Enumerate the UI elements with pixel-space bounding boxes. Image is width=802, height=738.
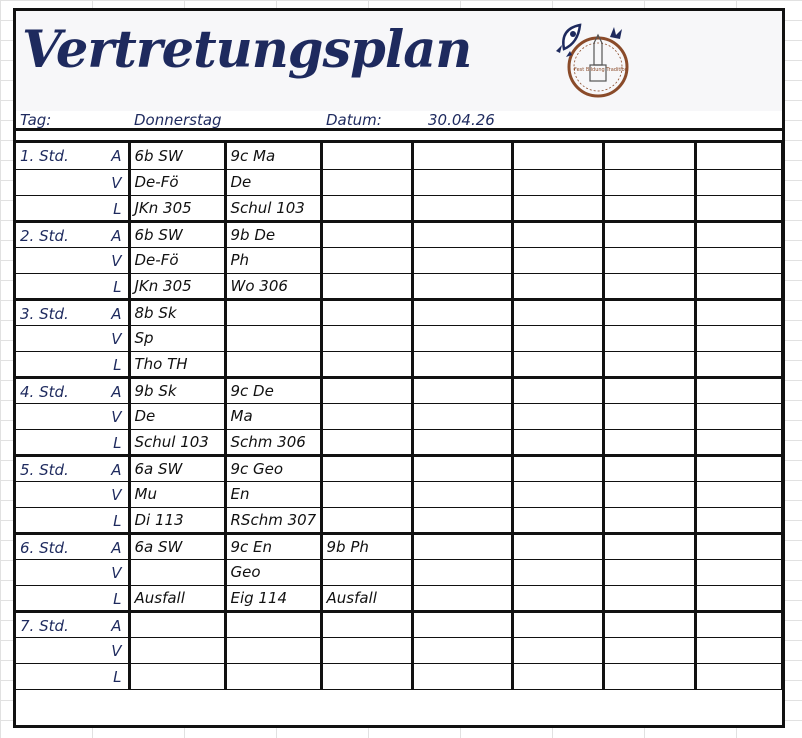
schedule-cell[interactable]: 6b SW xyxy=(129,221,225,247)
entry-type: L xyxy=(113,355,122,374)
schedule-cell[interactable]: Di 113 xyxy=(129,507,225,533)
schedule-cell[interactable] xyxy=(512,351,603,377)
period-label-cell[interactable] xyxy=(16,429,129,455)
schedule-cell[interactable]: Ma xyxy=(225,403,321,429)
schedule-cell[interactable] xyxy=(129,637,225,663)
entry-type: V xyxy=(111,563,122,582)
schedule-cell[interactable] xyxy=(321,221,412,247)
entry-type: L xyxy=(113,277,122,296)
schedule-cell[interactable] xyxy=(695,325,782,351)
schedule-cell[interactable] xyxy=(603,273,695,299)
schedule-cell[interactable]: Schm 306 xyxy=(225,429,321,455)
period-label-cell[interactable] xyxy=(16,455,129,481)
schedule-cell[interactable] xyxy=(412,169,512,195)
period-label-cell[interactable] xyxy=(16,299,129,325)
schedule-cell[interactable]: Wo 306 xyxy=(225,273,321,299)
schedule-cell[interactable] xyxy=(412,429,512,455)
schedule-cell[interactable] xyxy=(412,377,512,403)
period-number: 5. Std. xyxy=(20,460,69,479)
schedule-cell[interactable] xyxy=(321,273,412,299)
period-label-cell[interactable] xyxy=(16,481,129,507)
period-label-cell[interactable] xyxy=(16,637,129,663)
period-label-cell[interactable] xyxy=(16,585,129,611)
schedule-cell[interactable] xyxy=(321,663,412,689)
schedule-row xyxy=(16,325,782,351)
schedule-cell[interactable] xyxy=(412,533,512,559)
schedule-cell[interactable] xyxy=(321,351,412,377)
schedule-cell[interactable]: 8b Sk xyxy=(129,299,225,325)
schedule-cell[interactable] xyxy=(129,559,225,585)
schedule-cell[interactable] xyxy=(695,429,782,455)
schedule-row xyxy=(16,377,782,403)
period-label-cell[interactable] xyxy=(16,143,129,169)
schedule-cell[interactable] xyxy=(512,507,603,533)
schedule-cell[interactable] xyxy=(512,559,603,585)
schedule-cell[interactable] xyxy=(695,273,782,299)
period-label-cell[interactable] xyxy=(16,169,129,195)
schedule-cell[interactable]: De xyxy=(225,169,321,195)
entry-type: V xyxy=(111,485,122,504)
schedule-cell[interactable] xyxy=(412,273,512,299)
schedule-cell[interactable] xyxy=(225,299,321,325)
schedule-cell[interactable] xyxy=(512,585,603,611)
period-number: 3. Std. xyxy=(20,304,69,323)
schedule-row xyxy=(16,559,782,585)
schedule-cell[interactable] xyxy=(412,481,512,507)
schedule-cell[interactable]: 9c Geo xyxy=(225,455,321,481)
period-label-cell[interactable] xyxy=(16,663,129,689)
schedule-row xyxy=(16,533,782,559)
schedule-cell[interactable] xyxy=(225,637,321,663)
schedule-cell[interactable]: 9c De xyxy=(225,377,321,403)
period-label-cell[interactable] xyxy=(16,325,129,351)
schedule-cell[interactable] xyxy=(512,481,603,507)
day-value[interactable]: Donnerstag xyxy=(134,111,222,129)
schedule-row xyxy=(16,481,782,507)
schedule-cell[interactable] xyxy=(603,221,695,247)
period-number: 6. Std. xyxy=(20,538,69,557)
schedule-row xyxy=(16,507,782,533)
entry-type: L xyxy=(113,589,122,608)
period-number: 2. Std. xyxy=(20,226,69,245)
schedule-cell[interactable] xyxy=(512,325,603,351)
schedule-cell[interactable] xyxy=(603,377,695,403)
schedule-row xyxy=(16,663,782,689)
period-number: 7. Std. xyxy=(20,616,69,635)
schedule-cell[interactable] xyxy=(695,507,782,533)
schedule-cell[interactable] xyxy=(603,143,695,169)
schedule-cell[interactable]: 9c Ma xyxy=(225,143,321,169)
schedule-cell[interactable] xyxy=(412,559,512,585)
schedule-cell[interactable] xyxy=(512,377,603,403)
schedule-cell[interactable] xyxy=(603,637,695,663)
schedule-cell[interactable] xyxy=(603,403,695,429)
entry-type: L xyxy=(113,433,122,452)
substitution-plan-sheet xyxy=(13,8,785,728)
schedule-cell[interactable] xyxy=(412,221,512,247)
schedule-cell[interactable] xyxy=(695,221,782,247)
schedule-cell[interactable] xyxy=(695,455,782,481)
period-label-cell[interactable] xyxy=(16,273,129,299)
entry-type: A xyxy=(111,616,122,635)
schedule-cell[interactable] xyxy=(412,663,512,689)
schedule-cell[interactable] xyxy=(695,663,782,689)
schedule-cell[interactable] xyxy=(321,455,412,481)
schedule-cell[interactable] xyxy=(321,403,412,429)
schedule-cell[interactable]: Eig 114 xyxy=(225,585,321,611)
schedule-cell[interactable] xyxy=(412,247,512,273)
schedule-cell[interactable] xyxy=(321,325,412,351)
schedule-cell[interactable]: 9b Sk xyxy=(129,377,225,403)
period-label-cell[interactable] xyxy=(16,221,129,247)
entry-type: V xyxy=(111,329,122,348)
schedule-cell[interactable] xyxy=(603,195,695,221)
schedule-cell[interactable] xyxy=(225,611,321,637)
schedule-cell[interactable] xyxy=(512,533,603,559)
schedule-cell[interactable] xyxy=(695,611,782,637)
schedule-row xyxy=(16,403,782,429)
entry-type: A xyxy=(111,226,122,245)
schedule-cell[interactable] xyxy=(412,585,512,611)
schedule-cell[interactable] xyxy=(129,611,225,637)
schedule-cell[interactable] xyxy=(512,195,603,221)
entry-type: A xyxy=(111,304,122,323)
schedule-cell[interactable] xyxy=(412,325,512,351)
schedule-cell[interactable] xyxy=(603,507,695,533)
entry-type: V xyxy=(111,641,122,660)
date-label: Datum: xyxy=(326,111,382,129)
entry-type: V xyxy=(111,251,122,270)
schedule-cell[interactable] xyxy=(695,585,782,611)
schedule-cell[interactable] xyxy=(412,403,512,429)
schedule-cell[interactable] xyxy=(321,299,412,325)
schedule-cell[interactable] xyxy=(695,559,782,585)
entry-type: A xyxy=(111,538,122,557)
schedule-cell[interactable]: 9c En xyxy=(225,533,321,559)
schedule-cell[interactable]: Ausfall xyxy=(321,585,412,611)
schedule-row xyxy=(16,143,782,169)
entry-type: L xyxy=(113,667,122,686)
schedule-cell[interactable] xyxy=(603,247,695,273)
schedule-cell[interactable] xyxy=(695,481,782,507)
schedule-cell[interactable] xyxy=(412,195,512,221)
schedule-row xyxy=(16,637,782,663)
schedule-cell[interactable] xyxy=(695,403,782,429)
entry-type: V xyxy=(111,173,122,192)
schedule-cell[interactable] xyxy=(225,325,321,351)
schedule-cell[interactable] xyxy=(512,169,603,195)
page-title: Vertretungsplan xyxy=(22,20,472,80)
schedule-cell[interactable]: 6a SW xyxy=(129,455,225,481)
schedule-cell[interactable] xyxy=(412,143,512,169)
plan-header xyxy=(16,11,782,114)
schedule-cell[interactable]: Ph xyxy=(225,247,321,273)
schedule-row xyxy=(16,247,782,273)
schedule-cell[interactable]: 9b De xyxy=(225,221,321,247)
date-value[interactable]: 30.04.26 xyxy=(428,111,495,129)
schedule-cell[interactable] xyxy=(603,351,695,377)
schedule-cell[interactable]: De xyxy=(129,403,225,429)
schedule-row xyxy=(16,221,782,247)
schedule-cell[interactable]: Ausfall xyxy=(129,585,225,611)
schedule-cell[interactable] xyxy=(412,611,512,637)
period-label-cell[interactable] xyxy=(16,507,129,533)
schedule-cell[interactable] xyxy=(695,351,782,377)
schedule-cell[interactable] xyxy=(512,429,603,455)
schedule-cell[interactable] xyxy=(603,611,695,637)
schedule-cell[interactable] xyxy=(225,351,321,377)
schedule-cell[interactable] xyxy=(321,169,412,195)
schedule-cell[interactable] xyxy=(695,533,782,559)
schedule-cell[interactable] xyxy=(603,663,695,689)
spacer-row xyxy=(16,131,782,143)
period-label-cell[interactable] xyxy=(16,533,129,559)
schedule-cell[interactable] xyxy=(512,663,603,689)
schedule-cell[interactable] xyxy=(512,455,603,481)
schedule-cell[interactable] xyxy=(512,221,603,247)
schedule-cell[interactable] xyxy=(412,455,512,481)
schedule-cell[interactable] xyxy=(603,585,695,611)
info-row xyxy=(16,111,782,131)
schedule-cell[interactable] xyxy=(603,559,695,585)
schedule-cell[interactable]: Tho TH xyxy=(129,351,225,377)
schedule-cell[interactable]: En xyxy=(225,481,321,507)
schedule-cell[interactable] xyxy=(321,611,412,637)
schedule-cell[interactable] xyxy=(512,143,603,169)
schedule-cell[interactable] xyxy=(695,143,782,169)
schedule-cell[interactable] xyxy=(321,143,412,169)
schedule-cell[interactable] xyxy=(695,195,782,221)
schedule-cell[interactable]: 6a SW xyxy=(129,533,225,559)
period-label-cell[interactable] xyxy=(16,403,129,429)
entry-type: V xyxy=(111,407,122,426)
schedule-row xyxy=(16,611,782,637)
schedule-cell[interactable]: 9b Ph xyxy=(321,533,412,559)
schedule-cell[interactable]: Sp xyxy=(129,325,225,351)
schedule-cell[interactable]: Mu xyxy=(129,481,225,507)
schedule-cell[interactable] xyxy=(603,169,695,195)
schedule-cell[interactable] xyxy=(321,377,412,403)
period-label-cell[interactable] xyxy=(16,351,129,377)
schedule-table xyxy=(16,143,784,690)
schedule-cell[interactable] xyxy=(695,637,782,663)
schedule-cell[interactable] xyxy=(603,533,695,559)
schedule-cell[interactable]: De-Fö xyxy=(129,247,225,273)
schedule-cell[interactable] xyxy=(321,195,412,221)
schedule-cell[interactable] xyxy=(321,481,412,507)
schedule-cell[interactable] xyxy=(412,299,512,325)
entry-type: A xyxy=(111,382,122,401)
schedule-cell[interactable] xyxy=(603,429,695,455)
schedule-cell[interactable] xyxy=(512,247,603,273)
schedule-cell[interactable] xyxy=(412,507,512,533)
schedule-cell[interactable]: De-Fö xyxy=(129,169,225,195)
schedule-row xyxy=(16,429,782,455)
entry-type: A xyxy=(111,147,122,165)
schedule-cell[interactable] xyxy=(321,429,412,455)
schedule-cell[interactable] xyxy=(603,299,695,325)
period-number: 1. Std. xyxy=(20,147,69,165)
period-number: 4. Std. xyxy=(20,382,69,401)
schedule-cell[interactable] xyxy=(512,637,603,663)
schedule-cell[interactable] xyxy=(603,455,695,481)
schedule-row xyxy=(16,455,782,481)
rocket-school-logo-icon xyxy=(550,21,640,105)
schedule-cell[interactable] xyxy=(695,247,782,273)
schedule-cell[interactable] xyxy=(412,637,512,663)
schedule-cell[interactable] xyxy=(512,273,603,299)
schedule-row xyxy=(16,585,782,611)
schedule-cell[interactable] xyxy=(603,325,695,351)
schedule-cell[interactable] xyxy=(512,611,603,637)
period-label-cell[interactable] xyxy=(16,611,129,637)
schedule-cell[interactable]: JKn 305 xyxy=(129,195,225,221)
schedule-row xyxy=(16,195,782,221)
schedule-row xyxy=(16,299,782,325)
schedule-row xyxy=(16,351,782,377)
schedule-cell[interactable]: RSchm 307 xyxy=(225,507,321,533)
schedule-cell[interactable]: Schul 103 xyxy=(129,429,225,455)
schedule-cell[interactable]: JKn 305 xyxy=(129,273,225,299)
entry-type: L xyxy=(113,511,122,530)
period-label-cell[interactable] xyxy=(16,377,129,403)
schedule-cell[interactable]: Schul 103 xyxy=(225,195,321,221)
schedule-cell[interactable] xyxy=(695,377,782,403)
schedule-cell[interactable]: 6b SW xyxy=(129,143,225,169)
schedule-cell[interactable] xyxy=(412,351,512,377)
entry-type: L xyxy=(113,199,122,218)
schedule-row xyxy=(16,169,782,195)
period-label-cell[interactable] xyxy=(16,559,129,585)
day-label: Tag: xyxy=(20,111,52,129)
period-label-cell[interactable] xyxy=(16,247,129,273)
schedule-cell[interactable] xyxy=(321,507,412,533)
entry-type: A xyxy=(111,460,122,479)
period-label-cell[interactable] xyxy=(16,195,129,221)
schedule-row xyxy=(16,273,782,299)
schedule-cell[interactable] xyxy=(225,663,321,689)
schedule-cell[interactable] xyxy=(512,403,603,429)
logo-text: Fest Bildung Tradition xyxy=(574,67,628,73)
schedule-cell[interactable] xyxy=(512,299,603,325)
schedule-cell[interactable] xyxy=(603,481,695,507)
schedule-cell[interactable] xyxy=(129,663,225,689)
schedule-cell[interactable] xyxy=(321,559,412,585)
schedule-cell[interactable] xyxy=(695,169,782,195)
schedule-cell[interactable] xyxy=(321,247,412,273)
schedule-cell[interactable] xyxy=(321,637,412,663)
schedule-cell[interactable]: Geo xyxy=(225,559,321,585)
schedule-cell[interactable] xyxy=(695,299,782,325)
